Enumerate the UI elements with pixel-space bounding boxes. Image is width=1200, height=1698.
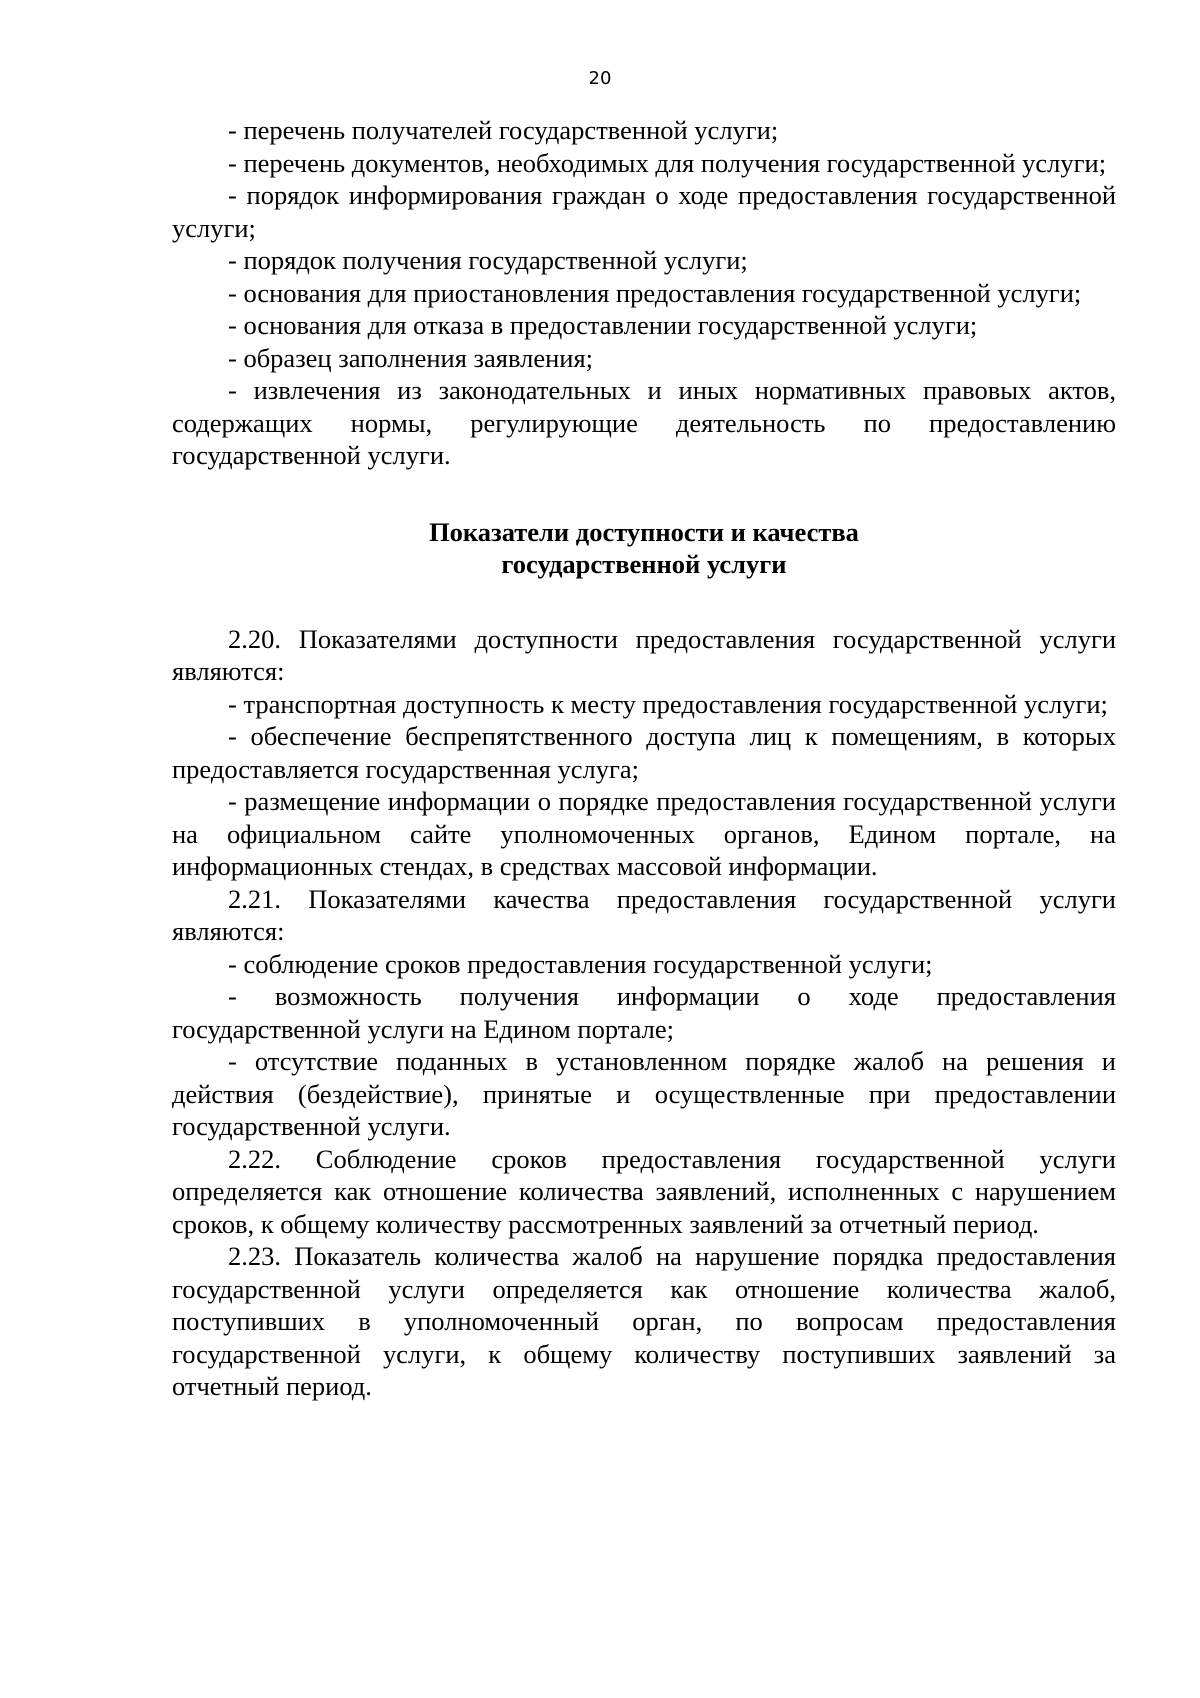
section-heading bbox=[172, 516, 1116, 581]
list-item: - образец заполнения заявления; bbox=[228, 342, 594, 373]
list-item: - перечень получателей государственной услуги; bbox=[228, 115, 779, 145]
list-item: - извлечения из законодательных и иных нормативных правовых актов, содержащих нормы, регулирующие деятельность по предоставлению государственной услуги. bbox=[172, 375, 1116, 470]
list-item: - основания для приостановления предоставления государственной услуги; bbox=[228, 277, 1082, 308]
list-item: - перечень документов, необходимых для получения государственной услуги; bbox=[228, 147, 1107, 178]
list-item: - отсутствие поданных в установленном порядке жалоб на решения и действия (бездействие), принятые и осуществленные при предоставлении государственной услуги. bbox=[172, 1046, 1116, 1141]
paragraph: 2.20. Показателями доступности предоставления государственной услуги являются: bbox=[172, 623, 1116, 686]
document-body bbox=[172, 114, 1116, 1403]
list-item: - размещение информации о порядке предоставления государственной услуги на официальном сайте уполномоченных органов, Едином портале, на информационных стендах, в средствах массовой информации. bbox=[172, 786, 1116, 881]
list-item: - обеспечение беспрепятственного доступа лиц к помещениям, в которых предоставляется государственная услуга; bbox=[172, 721, 1116, 784]
section-heading-line: государственной услуги bbox=[501, 549, 787, 579]
list-item: - возможность получения информации о ходе предоставления государственной услуги на Едином портале; bbox=[172, 981, 1116, 1044]
section-heading-line: Показатели доступности и качества bbox=[429, 516, 859, 547]
page-number: 20 bbox=[588, 68, 612, 89]
list-item: - основания для отказа в предоставлении государственной услуги; bbox=[228, 310, 978, 340]
list-item: - порядок информирования граждан о ходе предоставления государственной услуги; bbox=[172, 180, 1116, 243]
list-item: - транспортная доступность к месту предоставления государственной услуги; bbox=[228, 688, 1108, 719]
paragraph: 2.21. Показателями качества предоставления государственной услуги являются: bbox=[172, 883, 1116, 946]
list-item: - порядок получения государственной услуги; bbox=[228, 245, 748, 275]
paragraph: 2.23. Показатель количества жалоб на нарушение порядка предоставления государственной услуги определяется как отношение количества жалоб, поступивших в уполномоченный орган, по вопросам предоставления государственной услуги, к общему количеству поступивших заявлений за отчетный период. bbox=[172, 1241, 1116, 1401]
paragraph: 2.22. Соблюдение сроков предоставления государственной услуги определяется как отношение количества заявлений, исполненных с нарушением сроков, к общему количеству рассмотренных заявлений за отчетный период. bbox=[172, 1143, 1116, 1239]
list-item: - соблюдение сроков предоставления государственной услуги; bbox=[228, 948, 933, 979]
